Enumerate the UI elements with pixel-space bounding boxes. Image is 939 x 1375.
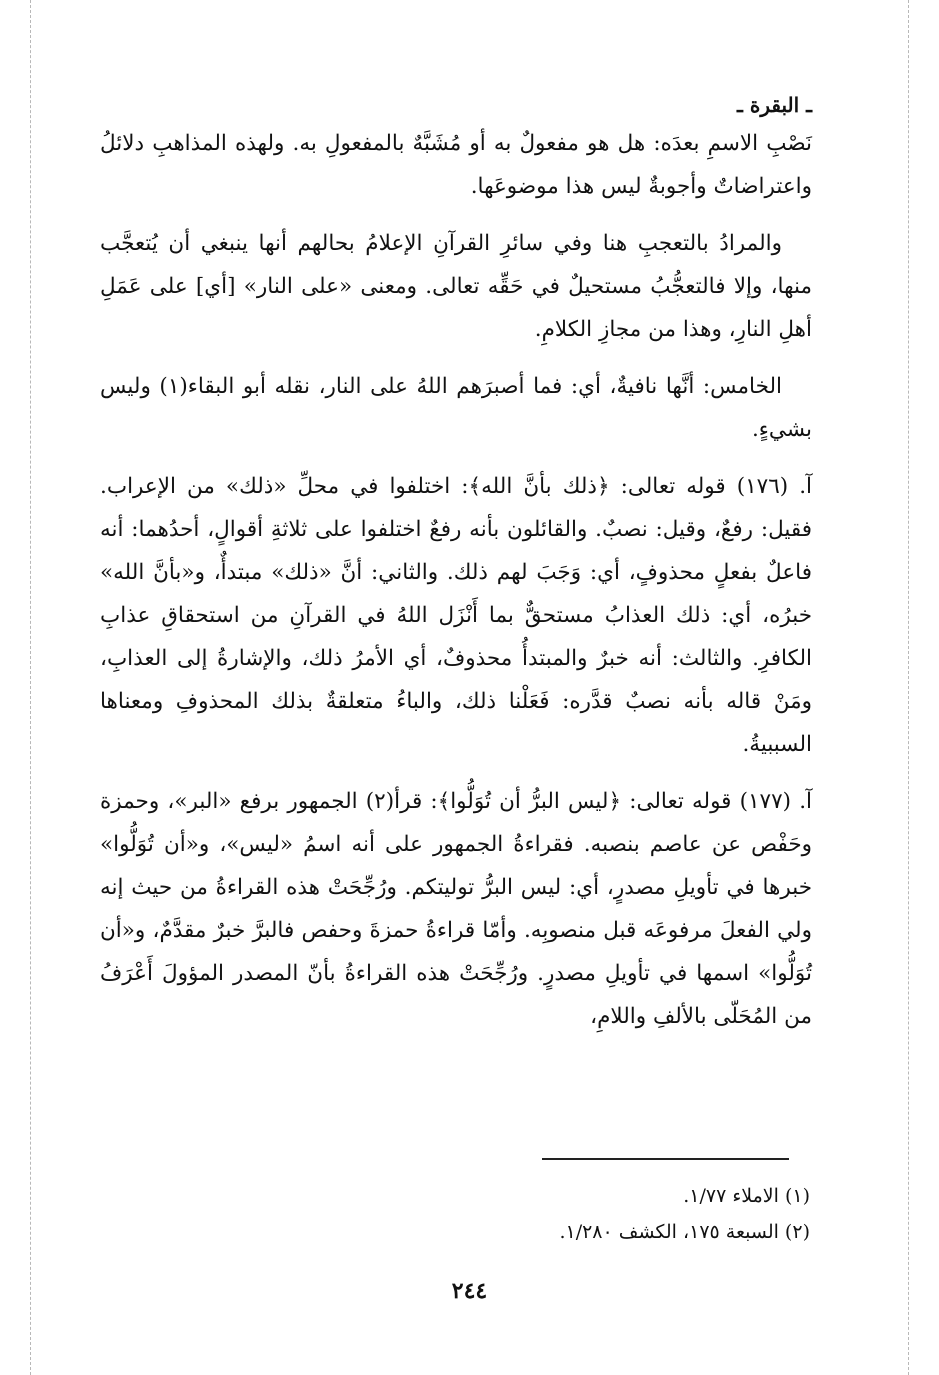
footnote-2: (٢) السبعة ١٧٥، الكشف ١/٢٨٠.	[559, 1221, 810, 1243]
scan-fold-line-right	[908, 0, 909, 1375]
footnote-1: (١) الاملاء ١/٧٧.	[683, 1185, 810, 1207]
running-title: ـ البقرة ـ	[737, 93, 812, 117]
paragraph-fifth-opinion: الخامس: أنَّها نافيةٌ، أي: فما أصبرَهم اللهُ على النار، نقله أبو البقاء(١) وليس بشيءٍ.	[100, 374, 812, 442]
footnote-separator	[542, 1158, 789, 1160]
page-number: ٢٤٤	[451, 1278, 488, 1304]
paragraph-continuation: نَصْبِ الاسمِ بعدَه: هل هو مفعولٌ به أو مُشَبَّهٌ بالمفعولِ به. ولهذه المذاهبِ دلائلُ واعتراضاتٌ وأجوبةٌ ليس هذا موضوعَها.	[100, 131, 812, 199]
book-page	[100, 88, 812, 1052]
paragraph-meaning-of-wonder: والمرادُ بالتعجبِ هنا وفي سائرِ القرآنِ الإعلامُ بحالهم أنها ينبغي أن يُتعجَّب منها، وإلا فالتعجُّبُ مستحيلٌ في حَقِّه تعالى. ومعنى «على النار» [أي] على عَمَلِ أهلِ النارِ، وهذا من مجازِ الكلامِ.	[100, 231, 812, 342]
scan-fold-line-left	[30, 0, 31, 1375]
paragraph-verse-177: آ. (١٧٧) قوله تعالى: ﴿ليس البرُّ أن تُوَلُّوا﴾: قرأ(٢) الجمهور برفع «البر»، وحمزة وحَفْص عن عاصم بنصبه. فقراءةُ الجمهور على أنه اسمُ «ليس»، و«أن تُوَلُّوا» خبرها في تأويلِ مصدرٍ، أي: ليس البرُّ توليتكم. ورُجِّحَتْ هذه القراءةُ من حيث إنه ولي الفعلَ مرفوعَه قبل منصوبِه. وأمّا قراءةُ حمزةَ وحفص فالبرَّ خبرٌ مقدَّمٌ، و«أن تُوَلُّوا» اسمها في تأويلِ مصدرٍ. ورُجِّحَتْ هذه القراءةُ بأنّ المصدر المؤولَ أَعْرَفُ من المُحَلّى بالألفِ واللامِ،	[100, 789, 813, 1029]
footnotes	[480, 1178, 810, 1250]
paragraph-verse-176: آ. (١٧٦) قوله تعالى: ﴿ذلك بأنَّ الله﴾: اختلفوا في محلِّ «ذلك» من الإعراب. فقيل: رفعٌ، وقيل: نصبٌ. والقائلون بأنه رفعٌ اختلفوا على ثلاثةِ أقوالٍ، أحدُهما: أنه فاعلٌ بفعلٍ محذوفٍ، أي: وَجَبَ لهم ذلك. والثاني: أنَّ «ذلك» مبتدأٌ، و«بأنَّ الله» خبرُه، أي: ذلك العذابُ مستحقٌّ بما أَنْزَل اللهُ في القرآنِ من استحقاقِ عذابِ الكافرِ. والثالث: أنه خبرٌ والمبتدأُ محذوفٌ، أي الأمرُ ذلك، والإشارةُ إلى العذابِ، ومَنْ قاله بأنه نصبٌ قدَّره: فَعَلْنا ذلك، والباءُ متعلقةٌ بذلك المحذوفِ ومعناها السببيةُ.	[100, 474, 813, 757]
